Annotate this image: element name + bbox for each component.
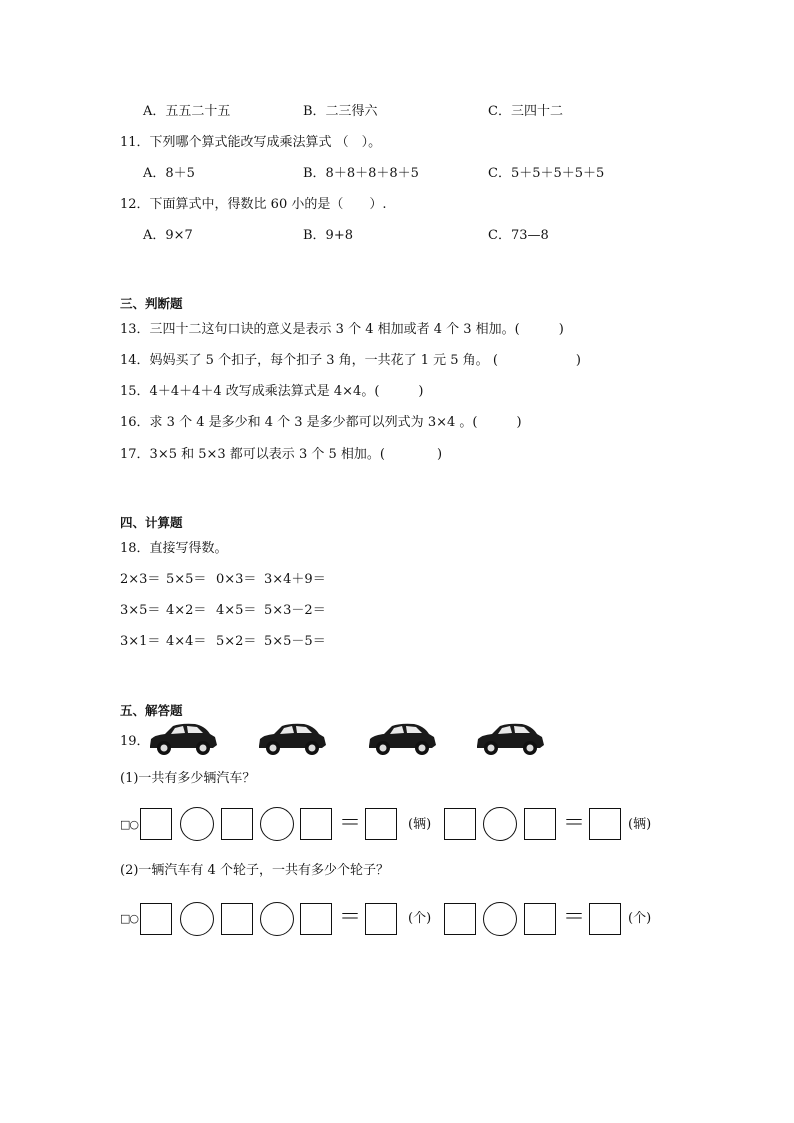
calc-row bbox=[120, 571, 326, 589]
q16: 16．求 3 个 4 是多少和 4 个 3 是多少都可以列式为 3×4 。( ) bbox=[120, 415, 522, 430]
calc-row bbox=[120, 602, 326, 620]
section5-title: 五、解答题 bbox=[120, 703, 183, 718]
equals-sign: ＝ bbox=[339, 811, 362, 836]
answer-box[interactable] bbox=[365, 808, 397, 840]
section3-title: 三、判断题 bbox=[120, 296, 183, 311]
q11-option-c: C．5＋5＋5＋5＋5 bbox=[488, 166, 605, 181]
operator-circle[interactable] bbox=[260, 902, 294, 936]
q14: 14．妈妈买了 5 个扣子，每个扣子 3 角，一共花了 1 元 5 角。 ( ) bbox=[120, 353, 581, 368]
calc-item: 4×2＝ bbox=[166, 603, 207, 618]
q15: 15．4＋4＋4＋4 改写成乘法算式是 4×4。( ) bbox=[120, 384, 424, 399]
calc-item: 3×4＋9＝ bbox=[264, 572, 326, 587]
q11-option-a: A．8＋5 bbox=[143, 166, 195, 181]
operator-circle[interactable] bbox=[180, 902, 214, 936]
equals-sign: ＝ bbox=[563, 905, 586, 930]
answer-box[interactable] bbox=[524, 903, 556, 935]
q19-number: 19． bbox=[120, 734, 150, 749]
q11-option-b: B．8＋8＋8＋8＋5 bbox=[303, 166, 419, 181]
q13: 13．三四十二这句口诀的意义是表示 3 个 4 相加或者 4 个 3 相加。( ) bbox=[120, 322, 564, 337]
q10-option-a: A．五五二十五 bbox=[143, 104, 231, 119]
unit-label: (辆) bbox=[408, 817, 432, 832]
operator-circle[interactable] bbox=[483, 902, 517, 936]
calc-item: 3×1＝ bbox=[120, 634, 161, 649]
section4-title: 四、计算题 bbox=[120, 515, 183, 530]
q12-option-a: A．9×7 bbox=[143, 228, 193, 243]
answer-box[interactable] bbox=[589, 808, 621, 840]
answer-box[interactable] bbox=[300, 903, 332, 935]
q10-option-b: B．二三得六 bbox=[303, 104, 378, 119]
q12-option-c: C．73—8 bbox=[488, 228, 549, 243]
lead-marks: □○ bbox=[120, 818, 138, 831]
answer-box[interactable] bbox=[300, 808, 332, 840]
lead-marks: □○ bbox=[120, 912, 138, 925]
calc-item: 4×4＝ bbox=[166, 634, 207, 649]
calc-item: 0×3＝ bbox=[216, 572, 257, 587]
answer-box[interactable] bbox=[140, 808, 172, 840]
car-icon bbox=[256, 722, 328, 756]
calc-item: 5×2＝ bbox=[216, 634, 257, 649]
operator-circle[interactable] bbox=[483, 807, 517, 841]
calc-item: 3×5＝ bbox=[120, 603, 161, 618]
q17: 17．3×5 和 5×3 都可以表示 3 个 5 相加。( ) bbox=[120, 447, 443, 462]
calc-item: 5×5－5＝ bbox=[264, 634, 326, 649]
unit-label: (辆) bbox=[628, 817, 652, 832]
calc-item: 5×5＝ bbox=[166, 572, 207, 587]
answer-box[interactable] bbox=[524, 808, 556, 840]
equals-sign: ＝ bbox=[563, 811, 586, 836]
equals-sign: ＝ bbox=[339, 905, 362, 930]
q18-stem: 18．直接写得数。 bbox=[120, 541, 228, 556]
operator-circle[interactable] bbox=[180, 807, 214, 841]
answer-box[interactable] bbox=[221, 903, 253, 935]
unit-label: (个) bbox=[628, 911, 652, 926]
q19-sub2: (2)一辆汽车有 4 个轮子，一共有多少个轮子？ bbox=[120, 863, 389, 878]
answer-box[interactable] bbox=[444, 903, 476, 935]
answer-box[interactable] bbox=[589, 903, 621, 935]
q12-option-b: B．9+8 bbox=[303, 228, 353, 243]
unit-label: (个) bbox=[408, 911, 432, 926]
answer-box[interactable] bbox=[221, 808, 253, 840]
answer-box[interactable] bbox=[140, 903, 172, 935]
q11-stem: 11．下列哪个算式能改写成乘法算式 （ ）。 bbox=[120, 135, 382, 150]
calc-item: 5×3－2＝ bbox=[264, 603, 326, 618]
operator-circle[interactable] bbox=[260, 807, 294, 841]
q19-sub1: (1)一共有多少辆汽车？ bbox=[120, 771, 256, 786]
q12-stem: 12．下面算式中，得数比 60 小的是（ ）. bbox=[120, 197, 387, 212]
car-icon bbox=[366, 722, 438, 756]
car-icon bbox=[474, 722, 546, 756]
calc-item: 2×3＝ bbox=[120, 572, 161, 587]
answer-box[interactable] bbox=[365, 903, 397, 935]
q10-option-c: C．三四十二 bbox=[488, 104, 563, 119]
answer-box[interactable] bbox=[444, 808, 476, 840]
calc-row bbox=[120, 633, 326, 651]
car-icon bbox=[147, 722, 219, 756]
calc-item: 4×5＝ bbox=[216, 603, 257, 618]
